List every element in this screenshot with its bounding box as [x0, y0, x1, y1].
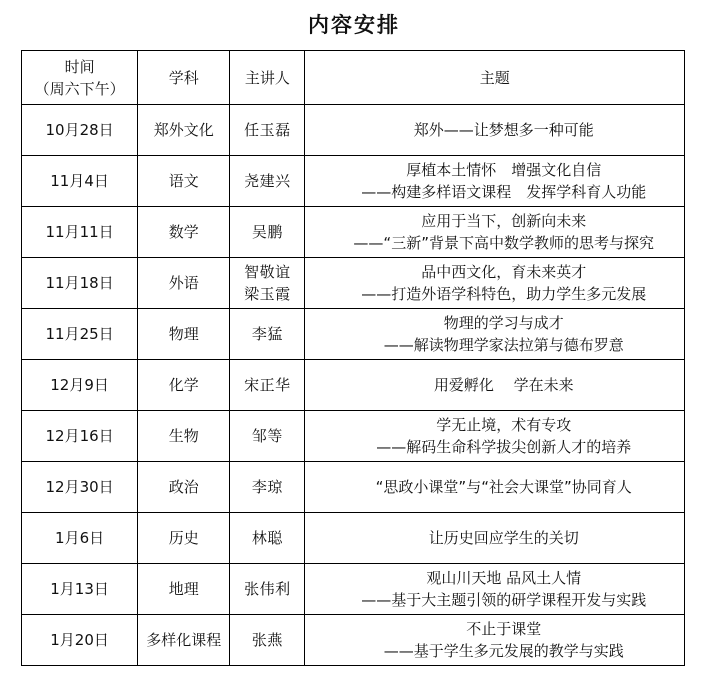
header-time-line1: 时间: [64, 57, 95, 76]
header-time: [22, 51, 138, 105]
page-title: 内容安排: [308, 13, 400, 37]
cell-date: 1月13日: [22, 564, 138, 615]
cell-date: 11月25日: [22, 309, 138, 360]
cell-topic: [305, 360, 685, 411]
topic-main: 观山川天地 品风土人情: [426, 569, 582, 587]
table-row: [22, 615, 685, 666]
speaker-name: 李琼: [251, 478, 283, 496]
speaker-name: 宋正华: [244, 376, 291, 394]
cell-topic: [305, 105, 685, 156]
cell-speaker: [230, 411, 305, 462]
speaker-name: 智敬谊: [244, 263, 291, 281]
topic-main: 郑外——让梦想多一种可能: [413, 121, 594, 139]
cell-subject: 历史: [138, 513, 230, 564]
speaker-name: 任玉磊: [244, 121, 291, 139]
speaker-name: 张伟利: [244, 580, 291, 598]
table-row: [22, 360, 685, 411]
cell-subject: 地理: [138, 564, 230, 615]
speaker-name: 邹等: [251, 427, 283, 445]
cell-subject: 生物: [138, 411, 230, 462]
speaker-name: 尧建兴: [244, 172, 291, 190]
topic-main: 让历史回应学生的关切: [428, 529, 579, 547]
header-time-line2: （周六下午）: [34, 79, 125, 98]
schedule-table: [21, 50, 685, 666]
cell-date: 10月28日: [22, 105, 138, 156]
table-row: [22, 309, 685, 360]
cell-topic: [305, 258, 685, 309]
speaker-name: 林聪: [251, 529, 283, 547]
cell-subject: 政治: [138, 462, 230, 513]
cell-speaker: [230, 564, 305, 615]
speaker-name: 吴鹏: [251, 223, 283, 241]
cell-speaker: [230, 360, 305, 411]
table-row: [22, 156, 685, 207]
table-header-row: [22, 51, 685, 105]
cell-date: 11月4日: [22, 156, 138, 207]
topic-subtitle: ——打造外语学科特色，助力学生多元发展: [361, 285, 647, 303]
cell-topic: [305, 615, 685, 666]
topic-subtitle: ——基于学生多元发展的教学与实践: [383, 642, 624, 660]
cell-subject: 物理: [138, 309, 230, 360]
cell-topic: [305, 462, 685, 513]
cell-date: 1月6日: [22, 513, 138, 564]
cell-speaker: [230, 615, 305, 666]
cell-date: 12月9日: [22, 360, 138, 411]
schedule-body: [22, 105, 685, 666]
topic-subtitle: ——“三新”背景下高中数学教师的思考与探究: [353, 234, 654, 252]
speaker-name: 李猛: [251, 325, 283, 343]
cell-date: 12月16日: [22, 411, 138, 462]
cell-subject: 多样化课程: [138, 615, 230, 666]
header-subject: 学科: [138, 51, 230, 105]
topic-main: 用爱孵化 学在未来: [433, 376, 574, 394]
topic-subtitle: ——解码生命科学拔尖创新人才的培养: [376, 438, 632, 456]
topic-main: 厚植本土情怀 增强文化自信: [406, 161, 602, 179]
table-row: [22, 258, 685, 309]
cell-date: 11月11日: [22, 207, 138, 258]
table-row: [22, 462, 685, 513]
cell-subject: 化学: [138, 360, 230, 411]
cell-subject: 数学: [138, 207, 230, 258]
table-row: [22, 564, 685, 615]
topic-main: “思政小课堂”与“社会大课堂”协同育人: [375, 478, 632, 496]
speaker-name: 梁玉霞: [244, 285, 291, 303]
cell-date: 1月20日: [22, 615, 138, 666]
table-row: [22, 513, 685, 564]
cell-topic: [305, 309, 685, 360]
cell-subject: 郑外文化: [138, 105, 230, 156]
topic-main: 品中西文化，育未来英才: [421, 263, 587, 281]
cell-topic: [305, 156, 685, 207]
topic-main: 应用于当下，创新向未来: [421, 212, 587, 230]
cell-speaker: [230, 309, 305, 360]
cell-speaker: [230, 513, 305, 564]
header-topic: 主题: [305, 51, 685, 105]
topic-main: 不止于课堂: [466, 620, 542, 638]
cell-speaker: [230, 105, 305, 156]
table-row: [22, 207, 685, 258]
topic-main: 学无止境，术有专攻: [436, 416, 572, 434]
cell-speaker: [230, 258, 305, 309]
header-speaker: 主讲人: [230, 51, 305, 105]
speaker-name: 张燕: [251, 631, 283, 649]
table-row: [22, 411, 685, 462]
cell-speaker: [230, 462, 305, 513]
cell-topic: [305, 207, 685, 258]
cell-subject: 外语: [138, 258, 230, 309]
cell-topic: [305, 411, 685, 462]
topic-subtitle: ——构建多样语文课程 发挥学科育人功能: [361, 183, 647, 201]
cell-topic: [305, 513, 685, 564]
topic-subtitle: ——解读物理学家法拉第与德布罗意: [383, 336, 624, 354]
cell-speaker: [230, 207, 305, 258]
cell-date: 11月18日: [22, 258, 138, 309]
cell-topic: [305, 564, 685, 615]
topic-subtitle: ——基于大主题引领的研学课程开发与实践: [361, 591, 647, 609]
cell-date: 12月30日: [22, 462, 138, 513]
cell-subject: 语文: [138, 156, 230, 207]
table-row: [22, 105, 685, 156]
topic-main: 物理的学习与成才: [443, 314, 564, 332]
cell-speaker: [230, 156, 305, 207]
